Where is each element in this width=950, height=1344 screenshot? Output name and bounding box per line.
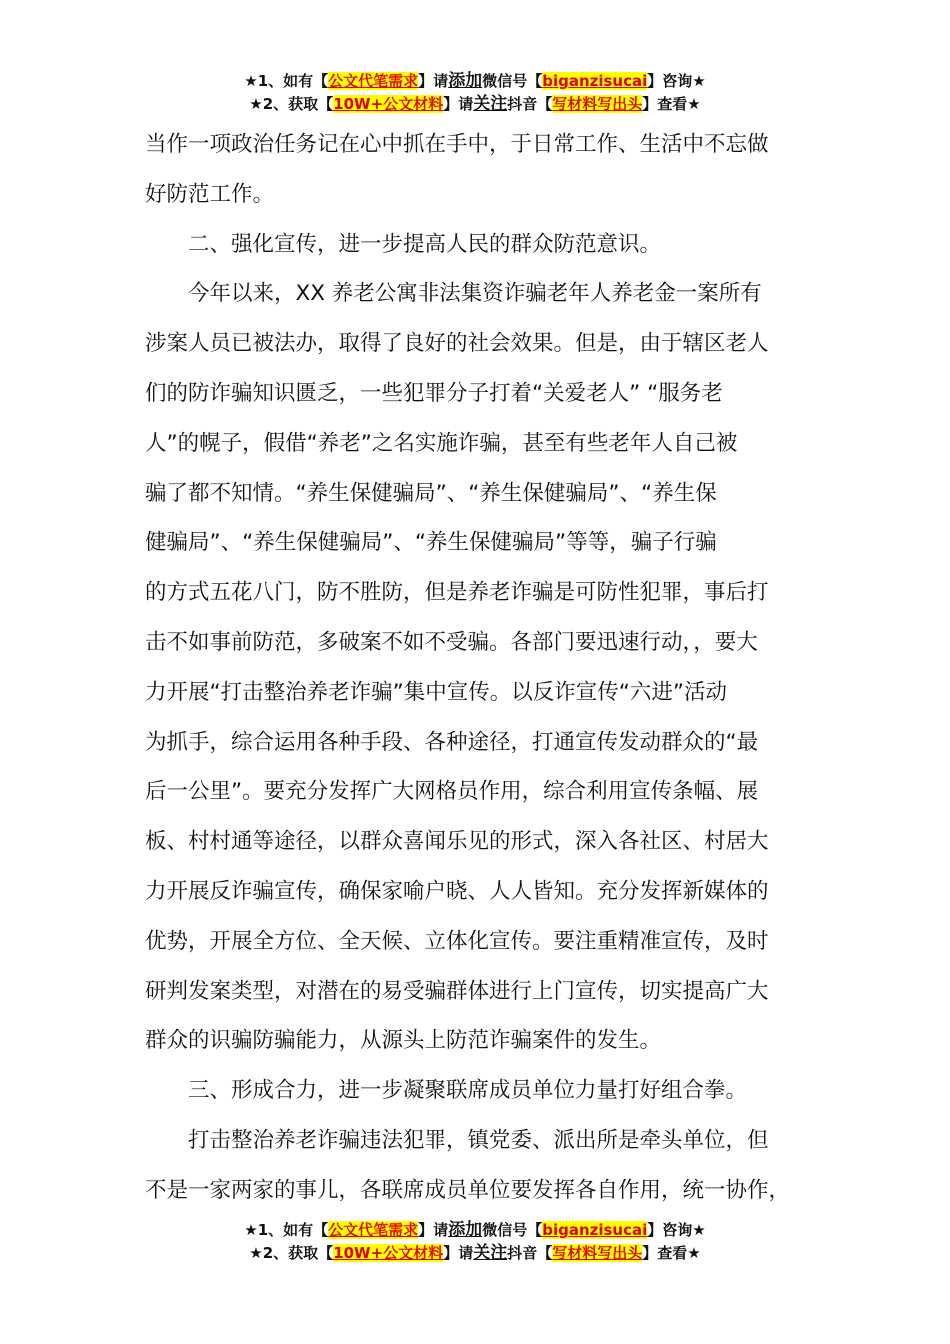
banner-line-1 (0, 1219, 950, 1242)
text-line: 的方式五花八门，防不胜防，但是养老诈骗是可防性犯罪，事后打 (145, 580, 769, 606)
banner-text: 】咨询★ (647, 1221, 706, 1239)
text-line: 优势，开展全方位、全天候、立体化宣传。要注重精准宣传，及时 (145, 928, 769, 954)
text-line: 群众的识骗防骗能力，从源头上防范诈骗案件的发生。 (145, 1028, 662, 1054)
banner-line-2 (0, 1242, 950, 1265)
banner-line-2 (0, 93, 950, 116)
banner-text: ★2、获取【 (249, 1244, 334, 1262)
text-line: 们的防诈骗知识匮乏，一些犯罪分子打着“关爱老人” “服务老 (145, 380, 723, 406)
text-line: 打击整治养老诈骗违法犯罪，镇党委、派出所是牵头单位，但 (145, 1127, 769, 1153)
text-line: 骗了都不知情。“养生保健骗局”、“养生保健骗局”、“养生保 (145, 480, 717, 506)
douyin-id: 写材料写出头 (552, 95, 643, 113)
banner-text: 】咨询★ (647, 72, 706, 90)
text-line: 板、村村通等途径，以群众喜闻乐见的形式，深入各社区、村居大 (145, 829, 769, 855)
banner-text: 微信号【 (482, 72, 543, 90)
banner-line-1 (0, 70, 950, 93)
text-line: 二、强化宣传，进一步提高人民的群众防范意识。 (145, 231, 662, 257)
highlight: 10W+公文材料 (333, 1244, 444, 1262)
banner-text: ★1、如有【 (244, 72, 329, 90)
text-line: 为抓手，综合运用各种手段、各种途径，打通宣传发动群众的“最 (145, 729, 759, 755)
highlight: 公文代笔需求 (328, 1221, 419, 1239)
banner-text: 】请 (418, 1221, 449, 1239)
text-line: 击不如事前防范，多破案不如不受骗。各部门要迅速行动，，要大 (145, 629, 758, 655)
emphasis: 添加 (448, 71, 483, 91)
banner-text: 抖音【 (507, 1244, 553, 1262)
header-banner (0, 70, 950, 116)
wechat-id: biganzisucai (542, 1221, 648, 1239)
text-line: 研判发案类型，对潜在的易受骗群体进行上门宣传，切实提高广大 (145, 978, 769, 1004)
text-line: 涉案人员已被法办，取得了良好的社会效果。但是，由于辖区老人 (145, 331, 769, 357)
douyin-id: 写材料写出头 (552, 1244, 643, 1262)
text-line: 今年以来，XX 养老公寓非法集资诈骗老年人养老金一案所有 (145, 281, 762, 307)
text-line: 健骗局”、“养生保健骗局”、“养生保健骗局”等等，骗子行骗 (145, 530, 717, 556)
banner-text: 微信号【 (482, 1221, 543, 1239)
document-body (145, 120, 805, 1216)
highlight: 公文代笔需求 (328, 72, 419, 90)
wechat-id: biganzisucai (542, 72, 648, 90)
text-line: 不是一家两家的事儿，各联席成员单位要发挥各自作用，统一协作， (145, 1177, 791, 1203)
banner-text: 】查看★ (642, 95, 701, 113)
text-line: 后一公里”。要充分发挥广大网格员作用，综合利用宣传条幅、展 (145, 779, 759, 805)
emphasis: 关注 (473, 94, 508, 114)
highlight: 10W+公文材料 (333, 95, 444, 113)
banner-text: ★1、如有【 (244, 1221, 329, 1239)
footer-banner (0, 1219, 950, 1265)
banner-text: 抖音【 (507, 95, 553, 113)
banner-text: 】请 (443, 95, 474, 113)
text-line: 当作一项政治任务记在心中抓在手中，于日常工作、生活中不忘做 (145, 132, 769, 157)
text-line: 三、形成合力，进一步凝聚联席成员单位力量打好组合拳。 (145, 1078, 748, 1104)
text-line: 好防范工作。 (145, 181, 275, 207)
banner-text: 】请 (418, 72, 449, 90)
banner-text: 】查看★ (642, 1244, 701, 1262)
text-line: 力开展“打击整治养老诈骗”集中宣传。以反诈宣传“六进”活动 (145, 679, 728, 705)
text-line: 人”的幌子，假借“养老”之名实施诈骗，甚至有些老年人自己被 (145, 430, 738, 456)
banner-text: 】请 (443, 1244, 474, 1262)
emphasis: 关注 (473, 1243, 508, 1263)
banner-text: ★2、获取【 (249, 95, 334, 113)
emphasis: 添加 (448, 1220, 483, 1240)
text-line: 力开展反诈骗宣传，确保家喻户晓、人人皆知。充分发挥新媒体的 (145, 878, 769, 904)
